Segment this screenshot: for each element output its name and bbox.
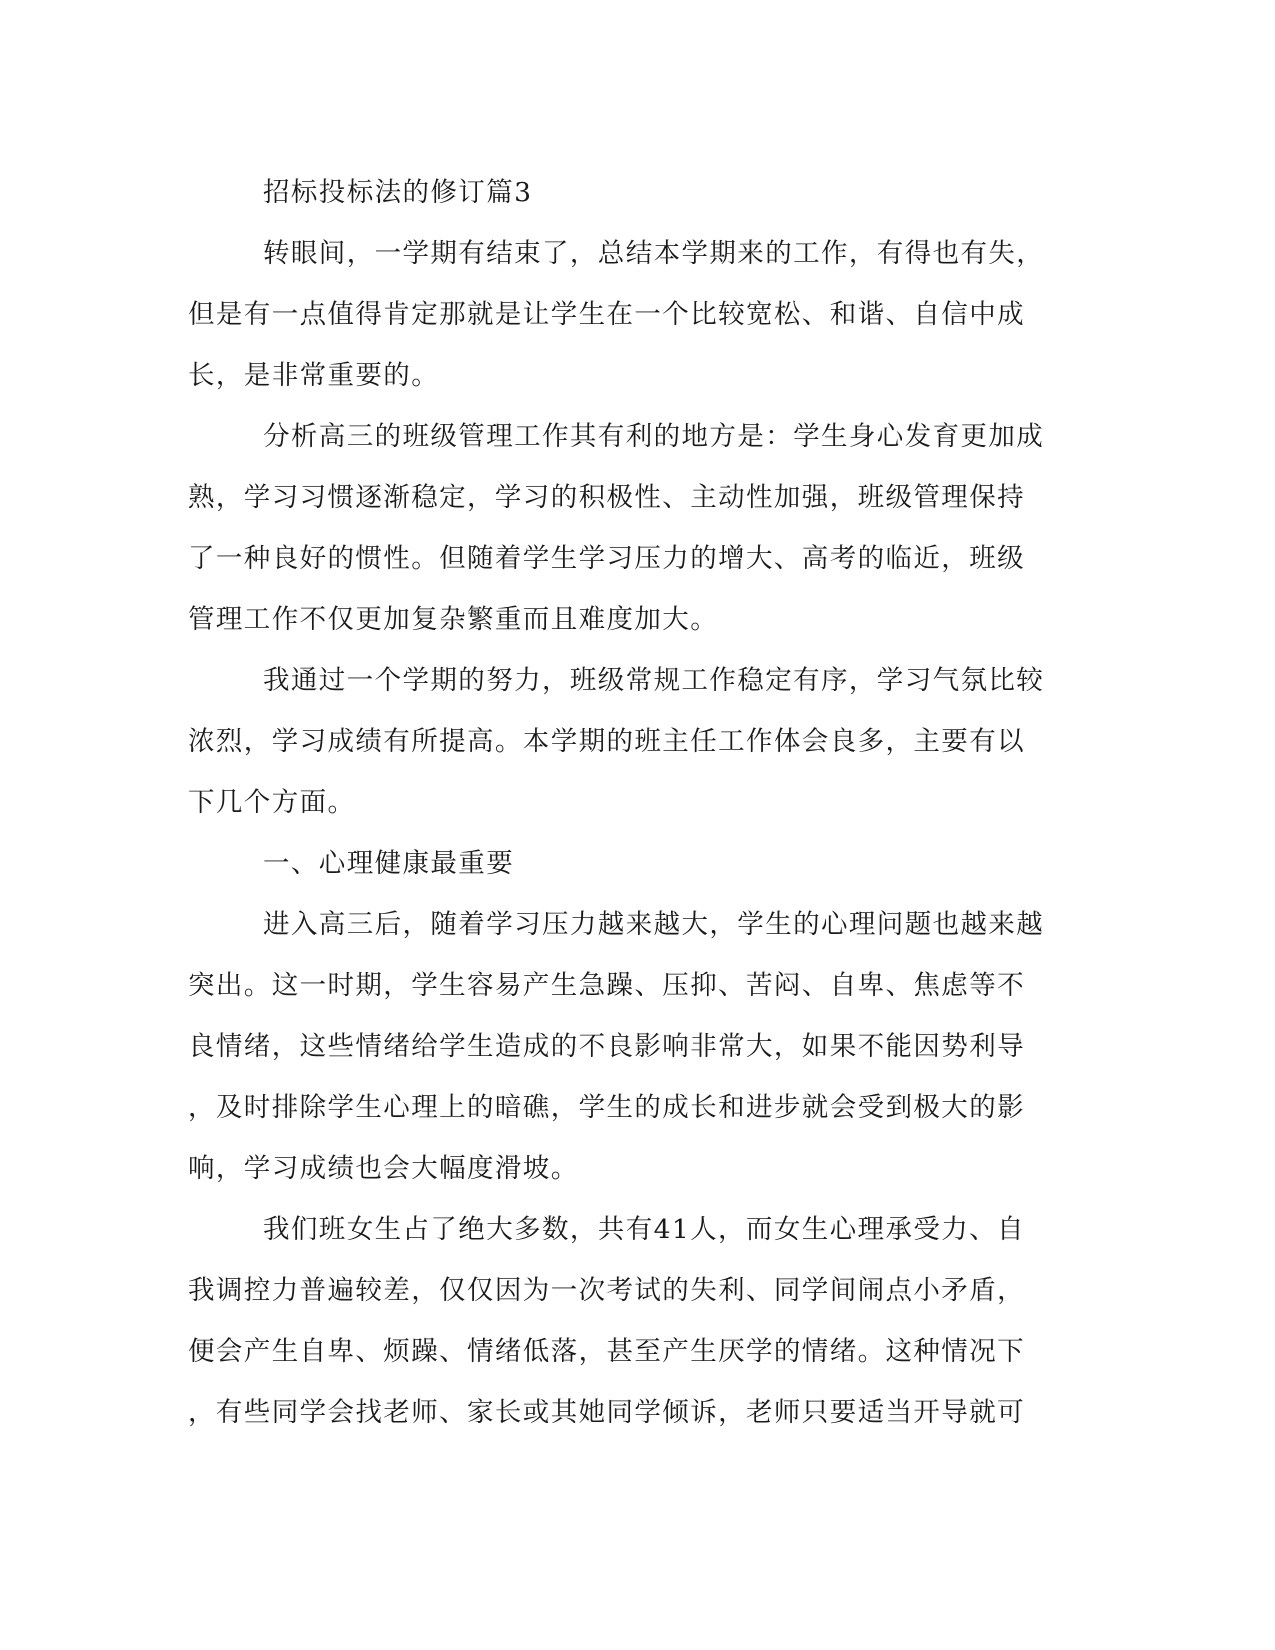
text-line: 但是有一点值得肯定那就是让学生在一个比较宽松、和谐、自信中成	[188, 299, 1025, 330]
text-line: 进入高三后，随着学习压力越来越大，学生的心理问题也越来越	[263, 909, 1045, 940]
text-line: 我调控力普遍较差，仅仅因为一次考试的失利、同学间闹点小矛盾，	[188, 1275, 1025, 1306]
section-heading: 招标投标法的修订篇3	[263, 177, 533, 208]
document-body	[188, 162, 1070, 1443]
text-line: 浓烈，学习成绩有所提高。本学期的班主任工作体会良多，主要有以	[188, 726, 1025, 757]
text-line: 我们班女生占了绝大多数，共有41人，而女生心理承受力、自	[263, 1214, 1025, 1245]
text-line: 熟，学习习惯逐渐稳定，学习的积极性、主动性加强，班级管理保持	[188, 482, 1025, 513]
text-line: 管理工作不仅更加复杂繁重而且难度加大。	[188, 604, 719, 635]
text-line: 分析高三的班级管理工作其有利的地方是：学生身心发育更加成	[263, 421, 1045, 452]
text-line: 响，学习成绩也会大幅度滑坡。	[188, 1153, 579, 1184]
section-heading: 一、心理健康最重要	[263, 848, 515, 879]
text-line: 我通过一个学期的努力，班级常规工作稳定有序，学习气氛比较	[263, 665, 1045, 696]
text-line: 良情绪，这些情绪给学生造成的不良影响非常大，如果不能因势利导	[188, 1031, 1025, 1062]
text-line: ，有些同学会找老师、家长或其她同学倾诉，老师只要适当开导就可	[188, 1397, 1025, 1428]
text-line: 转眼间，一学期有结束了，总结本学期来的工作，有得也有失，	[263, 238, 1045, 269]
text-line: 长，是非常重要的。	[188, 360, 440, 391]
text-line: ，及时排除学生心理上的暗礁，学生的成长和进步就会受到极大的影	[188, 1092, 1025, 1123]
text-line: 下几个方面。	[188, 787, 356, 818]
text-line: 突出。这一时期，学生容易产生急躁、压抑、苦闷、自卑、焦虑等不	[188, 970, 1025, 1001]
text-line: 了一种良好的惯性。但随着学生学习压力的增大、高考的临近，班级	[188, 543, 1025, 574]
text-line: 便会产生自卑、烦躁、情绪低落，甚至产生厌学的情绪。这种情况下	[188, 1336, 1025, 1367]
